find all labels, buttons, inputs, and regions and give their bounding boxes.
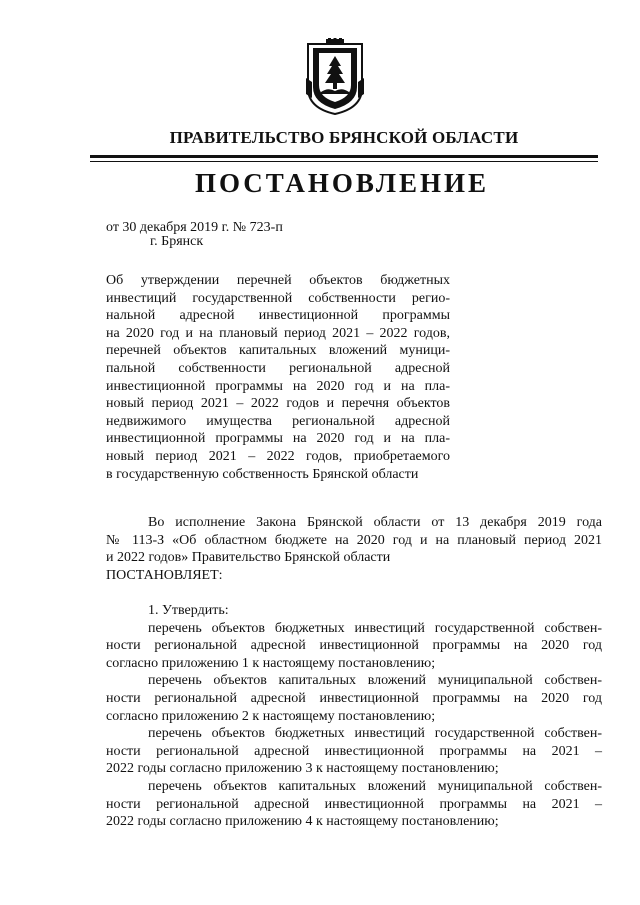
- subject-line: пальной собственности региональной адресной: [106, 360, 450, 376]
- document-dateline: от 30 декабря 2019 г. № 723-п: [106, 220, 283, 235]
- subject-line: новый период 2021 – 2022 годов, приобретаемого: [106, 448, 450, 464]
- coat-of-arms-icon: [304, 38, 366, 116]
- subject-line: нальной адресной инвестиционной программы: [106, 308, 450, 324]
- item-1-line: перечень объектов бюджетных инвестиций государственной собствен-: [148, 726, 602, 742]
- subject-line: новый период 2021 – 2022 годов и перечня объектов: [106, 396, 450, 412]
- item-1-line: согласно приложению 2 к настоящему постановлению;: [106, 708, 436, 724]
- preamble: [106, 514, 602, 584]
- item-1-line: ности региональной адресной инвестиционной программы на 2020 год: [106, 638, 602, 654]
- item-1-line: ности региональной адресной инвестиционной программы на 2020 год: [106, 690, 602, 706]
- item-1-line: ности региональной адресной инвестиционной программы на 2021 –: [106, 796, 602, 812]
- preamble-line: № 113-З «Об областном бюджете на 2020 год и на плановый период 2021: [106, 532, 602, 548]
- preamble-line: и 2022 годов» Правительство Брянской области: [106, 550, 391, 566]
- item-1-line: перечень объектов капитальных вложений муниципальной собствен-: [148, 673, 602, 689]
- document-type-title: ПОСТАНОВЛЕНИЕ: [194, 168, 490, 198]
- subject-line: в государственную собственность Брянской области: [106, 466, 419, 482]
- subject-line: инвестиций государственной собственности регио-: [106, 290, 450, 306]
- item-1-line: ности региональной адресной инвестиционной программы на 2021 –: [106, 743, 602, 759]
- subject-line: Об утверждении перечней объектов бюджетных: [106, 273, 450, 288]
- item-1: [106, 602, 602, 831]
- preamble-line: Во исполнение Закона Брянской области от 13 декабря 2019 года: [148, 515, 602, 530]
- item-1-line: 2022 годы согласно приложению 3 к настоящему постановлению;: [106, 761, 499, 777]
- subject-line: перечней объектов капитальных вложений муници-: [106, 343, 450, 359]
- subject-line: на 2020 год и на плановый период 2021 – 2022 годов,: [106, 325, 450, 341]
- item-1-heading: 1. Утвердить:: [148, 603, 229, 618]
- subject-line: недвижимого имущества региональной адресной: [106, 413, 450, 429]
- item-1-line: согласно приложению 1 к настоящему постановлению;: [106, 655, 436, 671]
- item-1-line: перечень объектов бюджетных инвестиций государственной собствен-: [148, 620, 602, 636]
- subject-line: инвестиционной программы на 2020 год и на пла-: [106, 378, 450, 394]
- item-1-line: 2022 годы согласно приложению 4 к настоящему постановлению;: [106, 814, 499, 830]
- subject-line: инвестиционной программы на 2020 год и на пла-: [106, 431, 450, 447]
- government-title: ПРАВИТЕЛЬСТВО БРЯНСКОЙ ОБЛАСТИ: [169, 128, 519, 147]
- header-rule-thick: [90, 155, 598, 158]
- document-city: г. Брянск: [150, 234, 204, 249]
- resolves-keyword: ПОСТАНОВЛЯЕТ:: [106, 567, 223, 583]
- item-1-line: перечень объектов капитальных вложений муниципальной собствен-: [148, 778, 602, 794]
- document-subject: [106, 272, 450, 483]
- header-rule-thin: [90, 161, 598, 162]
